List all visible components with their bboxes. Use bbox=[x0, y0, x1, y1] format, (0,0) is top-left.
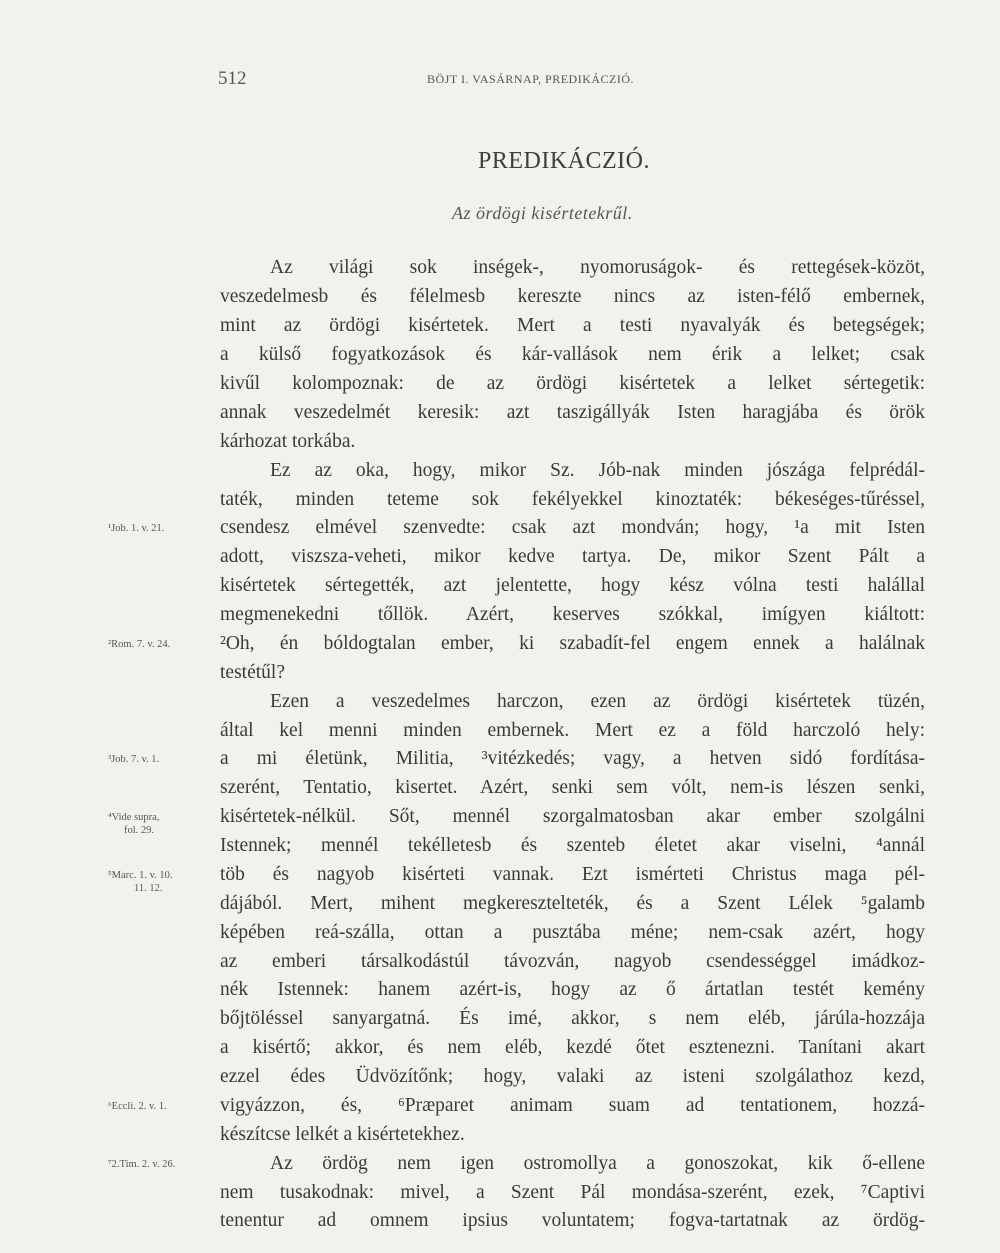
margin-note-line: fol. 29. bbox=[124, 825, 155, 836]
sermon-subtitle: Az ördögi kisértetekrűl. bbox=[452, 203, 633, 223]
text-line: a külső fogyatkozások és kár-vallások nem érik a lelket; csak bbox=[220, 344, 925, 365]
text-line: vigyázzon, és, ⁶Præparet animam suam ad tentationem, hozzá- bbox=[220, 1095, 925, 1116]
margin-note: ¹Job. 1. v. 21. bbox=[108, 523, 165, 534]
text-line: Ez az oka, hogy, mikor Sz. Jób-nak minden jószága felprédál- bbox=[270, 460, 925, 481]
margin-note: ⁶Eccli. 2. v. 1. bbox=[108, 1101, 167, 1112]
text-line: adott, viszsza-veheti, mikor kedve tartya. De, mikor Szent Pált a bbox=[220, 546, 925, 567]
margin-note-line: ⁵Marc. 1. v. 10. bbox=[108, 870, 173, 881]
text-line: megmenekedni tőllök. Azért, keserves szókkal, imígyen kiáltott: bbox=[220, 604, 925, 625]
running-head: BÖJT I. VASÁRNAP, PREDIKÁCZIÓ. bbox=[427, 72, 635, 86]
text-line: az emberi társalkodástúl távozván, nagyob csendességgel imádkoz- bbox=[220, 951, 925, 972]
margin-note: ²Rom. 7. v. 24. bbox=[108, 639, 171, 650]
text-line: annak veszedelmét keresik: azt taszigállyák Isten haragjába és örök bbox=[220, 402, 925, 423]
text-line: mint az ördögi kisértetek. Mert a testi nyavalyák és betegségek; bbox=[220, 315, 925, 336]
page-number: 512 bbox=[218, 68, 247, 89]
margin-note bbox=[108, 811, 159, 837]
text-line: ezzel édes Üdvözítőnk; hogy, valaki az isteni szolgálathoz kezd, bbox=[220, 1066, 925, 1087]
margin-note bbox=[108, 869, 173, 895]
text-line: testétűl? bbox=[220, 662, 285, 683]
margin-note: ³Job. 7. v. 1. bbox=[108, 754, 160, 765]
text-line: kivűl kolompoznak: de az ördögi kisértetek a lelket sértegetik: bbox=[220, 373, 925, 394]
text-line: készítcse lelkét a kisértetekhez. bbox=[220, 1124, 465, 1145]
text-line: kisértetek-nélkül. Sőt, mennél szorgalmatosban akar ember szolgálni bbox=[220, 806, 925, 827]
text-line: taték, minden teteme sok fekélyekkel kinoztaték: békeséges-tűréssel, bbox=[220, 489, 925, 510]
text-line: kárhozat torkába. bbox=[220, 431, 356, 452]
text-line: kisértetek sértegették, azt jelentette, hogy kész vólna testi halállal bbox=[220, 575, 925, 596]
text-line: csendesz elmével szenvedte: csak azt mondván; hogy, ¹a mit Isten bbox=[220, 517, 925, 538]
text-line: nék Istennek: hanem azért-is, hogy az ő ártatlan testét kemény bbox=[220, 979, 925, 1000]
text-line: képében reá-szálla, ottan a pusztába méne; nem-csak azért, hogy bbox=[220, 922, 925, 943]
margin-note-line: ⁴Vide supra, bbox=[108, 812, 160, 823]
text-line: dájából. Mert, mihent megkeresztelteték, és a Szent Lélek ⁵galamb bbox=[220, 893, 925, 914]
text-line: tenentur ad omnem ipsius voluntatem; fogva-tartatnak az ördög- bbox=[220, 1210, 925, 1231]
text-line: Istennek; mennél tekélletesb és szenteb életet akar viselni, ⁴annál bbox=[220, 835, 925, 856]
text-line: nem tusakodnak: mivel, a Szent Pál mondása-szerént, ezek, ⁷Captivi bbox=[220, 1182, 925, 1203]
sermon-title: PREDIKÁCZIÓ. bbox=[478, 148, 650, 174]
text-line: Az világi sok inségek-, nyomoruságok- és rettegések-közöt, bbox=[270, 257, 925, 278]
text-line: veszedelmesb és félelmesb kereszte nincs az isten-félő embernek, bbox=[220, 286, 925, 307]
text-line: a kisértő; akkor, és nem eléb, kezdé őtet esztenezni. Tanítani akart bbox=[220, 1037, 925, 1058]
text-line: szerént, Tentatio, kisertet. Azért, senki sem vólt, nem-is lészen senki, bbox=[220, 777, 925, 798]
text-line: által kel menni minden embernek. Mert ez a föld harczoló hely: bbox=[220, 720, 925, 741]
text-line: a mi életünk, Militia, ³vitézkedés; vagy, a hetven sidó fordítása- bbox=[220, 748, 925, 769]
text-line: bőjtöléssel sanyargatná. És imé, akkor, s nem eléb, járúla-hozzája bbox=[220, 1008, 925, 1029]
text-line: Ezen a veszedelmes harczon, ezen az ördögi kisértetek tüzén, bbox=[270, 691, 925, 712]
text-line: Az ördög nem igen ostromollya a gonoszokat, kik ő-ellene bbox=[270, 1153, 925, 1174]
margin-note-line: 11. 12. bbox=[134, 883, 163, 894]
text-line: töb és nagyob kisérteti vannak. Ezt ismérteti Christus maga pél- bbox=[220, 864, 925, 885]
text-line: ²Oh, én bóldogtalan ember, ki szabadít-fel engem ennek a halálnak bbox=[220, 633, 925, 654]
margin-note: ⁷2.Tim. 2. v. 26. bbox=[108, 1159, 176, 1170]
